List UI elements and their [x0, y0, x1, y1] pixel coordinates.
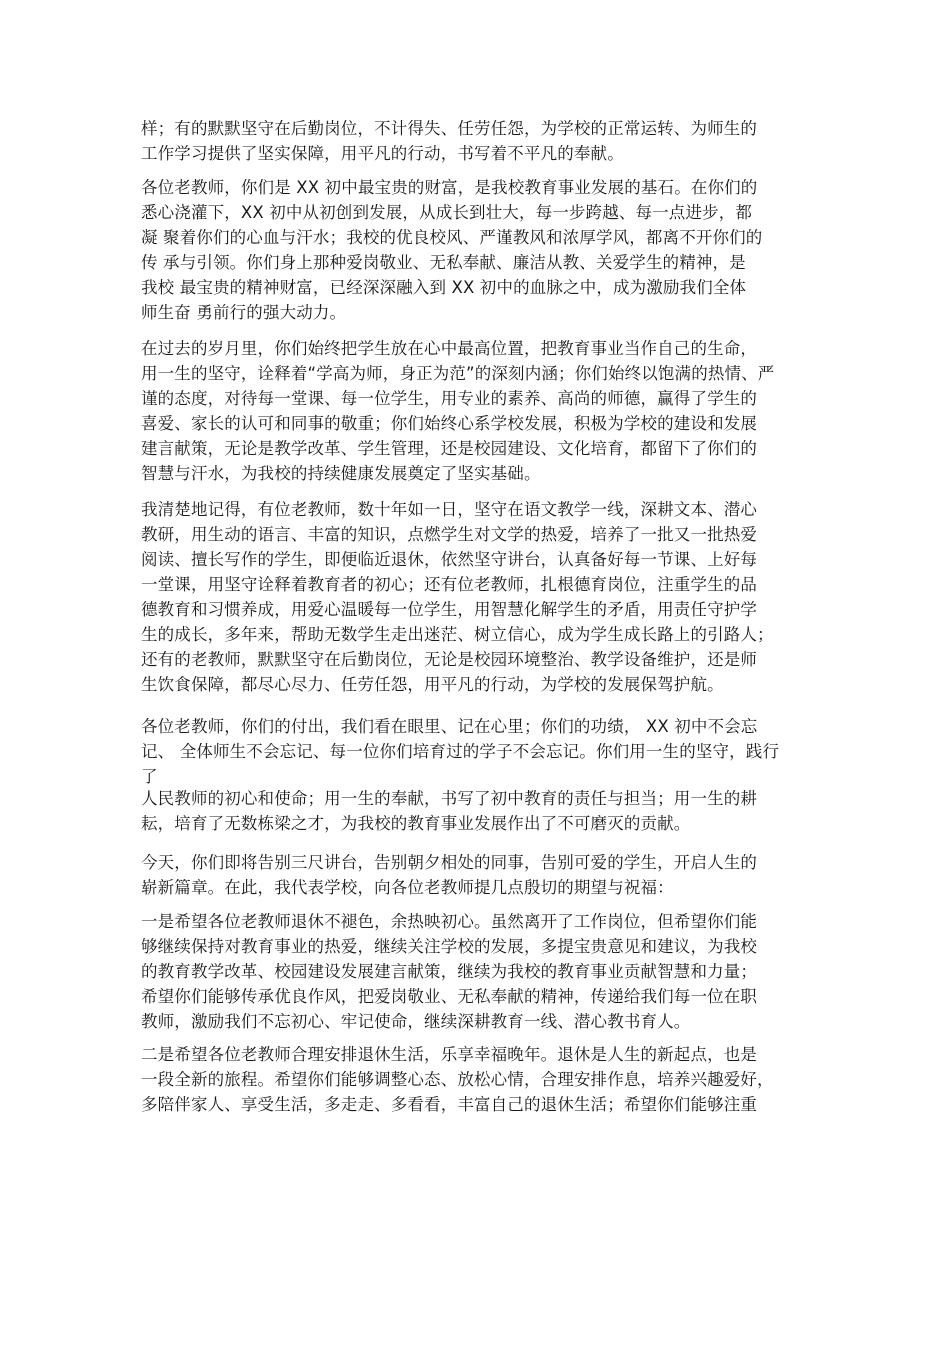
text-line: 用一生的坚守，诠释着“学高为师，身正为范”的深刻内涵；你们始终以饱满的热情、严	[141, 364, 775, 383]
paragraph-6	[141, 850, 821, 900]
paragraph-5	[141, 714, 821, 836]
text-line: 各位老教师，你们是 XX 初中最宝贵的财富，是我校教育事业发展的基石。在你们的	[141, 178, 758, 197]
paragraph-3	[141, 336, 821, 486]
text-line: 工作学习提供了坚实保障，用平凡的行动，书写着不平凡的奉献。	[141, 144, 624, 163]
text-line: 传 承与引领。你们身上那种爱岗敬业、无私奉献、廉洁从教、关爱学生的精神，是	[141, 253, 746, 272]
text-line: 德教育和习惯养成，用爱心温暖每一位学生，用智慧化解学生的矛盾，用责任守护学	[141, 600, 758, 619]
text-line: 二是希望各位老教师合理安排退休生活，乐享幸福晚年。退休是人生的新起点，也是	[141, 1045, 758, 1064]
text-line: 各位老教师，你们的付出，我们看在眼里、记在心里；你们的功绩， XX 初中不会忘	[141, 717, 758, 736]
text-line: 耘，培育了无数栋梁之才，为我校的教育事业发展作出了不可磨灭的贡献。	[141, 814, 691, 833]
text-line: 的教育教学改革、校园建设发展建言献策，继续为我校的教育事业贡献智慧和力量；	[141, 962, 758, 981]
text-line: 教师，激励我们不忘初心、牢记使命，继续深耕教育一线、潜心教书育人。	[141, 1012, 691, 1031]
text-line: 多陪伴家人、享受生活，多走走、多看看，丰富自己的退休生活；希望你们能够注重	[141, 1095, 758, 1114]
text-line: 样；有的默默坚守在后勤岗位，不计得失、任劳任怨，为学校的正常运转、为师生的	[141, 119, 758, 138]
text-line: 一堂课，用坚守诠释着教育者的初心；还有位老教师，扎根德育岗位，注重学生的品	[141, 575, 758, 594]
text-line: 生的成长，多年来，帮助无数学生走出迷茫、树立信心，成为学生成长路上的引路人；	[141, 625, 774, 644]
paragraph-7	[141, 909, 821, 1034]
text-line: 谨的态度，对待每一堂课、每一位学生，用专业的素养、高尚的师德，赢得了学生的	[141, 389, 758, 408]
text-line: 凝 聚着你们的心血与汗水；我校的优良校风、严谨教风和浓厚学风，都离不开你们的	[141, 228, 763, 247]
paragraph-2	[141, 175, 821, 325]
text-line: 师生奋 勇前行的强大动力。	[141, 303, 347, 322]
text-line: 喜爱、家长的认可和同事的敬重；你们始终心系学校发展，积极为学校的建设和发展	[141, 414, 758, 433]
text-line: 了	[141, 767, 158, 786]
text-line: 我校 最宝贵的精神财富，已经深深融入到 XX 初中的血脉之中，成为激励我们全体	[141, 278, 747, 297]
text-line: 记、 全体师生不会忘记、每一位你们培育过的学子不会忘记。你们用一生的坚守，践行	[141, 742, 780, 761]
text-line: 智慧与汗水，为我校的持续健康发展奠定了坚实基础。	[141, 464, 541, 483]
text-line: 崭新篇章。在此，我代表学校，向各位老教师提几点殷切的期望与祝福：	[141, 878, 674, 897]
text-line: 阅读、擅长写作的学生，即便临近退休，依然坚守讲台，认真备好每一节课、上好每	[141, 550, 758, 569]
paragraph-1	[141, 116, 821, 166]
text-line: 教研，用生动的语言、丰富的知识，点燃学生对文学的热爱，培养了一批又一批热爱	[141, 525, 758, 544]
text-line: 我清楚地记得，有位老教师，数十年如一日，坚守在语文教学一线，深耕文本、潜心	[141, 500, 758, 519]
text-line: 建言献策，无论是教学改革、学生管理，还是校园建设、文化培育，都留下了你们的	[141, 439, 758, 458]
paragraph-4	[141, 497, 821, 697]
text-line: 在过去的岁月里，你们始终把学生放在心中最高位置，把教育事业当作自己的生命，	[141, 339, 758, 358]
text-line: 人民教师的初心和使命；用一生的奉献，书写了初中教育的责任与担当；用一生的耕	[141, 789, 758, 808]
text-line: 还有的老教师，默默坚守在后勤岗位，无论是校园环境整治、教学设备维护，还是师	[141, 650, 758, 669]
text-line: 悉心浇灌下，XX 初中从初创到发展，从成长到壮大，每一步跨越、每一点进步，都	[141, 203, 753, 222]
text-line: 一是希望各位老教师退休不褪色，余热映初心。虽然离开了工作岗位，但希望你们能	[141, 912, 758, 931]
text-line: 今天，你们即将告别三尺讲台，告别朝夕相处的同事，告别可爱的学生，开启人生的	[141, 853, 758, 872]
text-line: 生饮食保障，都尽心尽力、任劳任怨，用平凡的行动，为学校的发展保驾护航。	[141, 675, 724, 694]
text-line: 够继续保持对教育事业的热爱，继续关注学校的发展，多提宝贵意见和建议，为我校	[141, 937, 758, 956]
text-line: 希望你们能够传承优良作风，把爱岗敬业、无私奉献的精神，传递给我们每一位在职	[141, 987, 758, 1006]
paragraph-8	[141, 1042, 821, 1117]
text-line: 一段全新的旅程。希望你们能够调整心态、放松心情，合理安排作息，培养兴趣爱好，	[141, 1070, 774, 1089]
